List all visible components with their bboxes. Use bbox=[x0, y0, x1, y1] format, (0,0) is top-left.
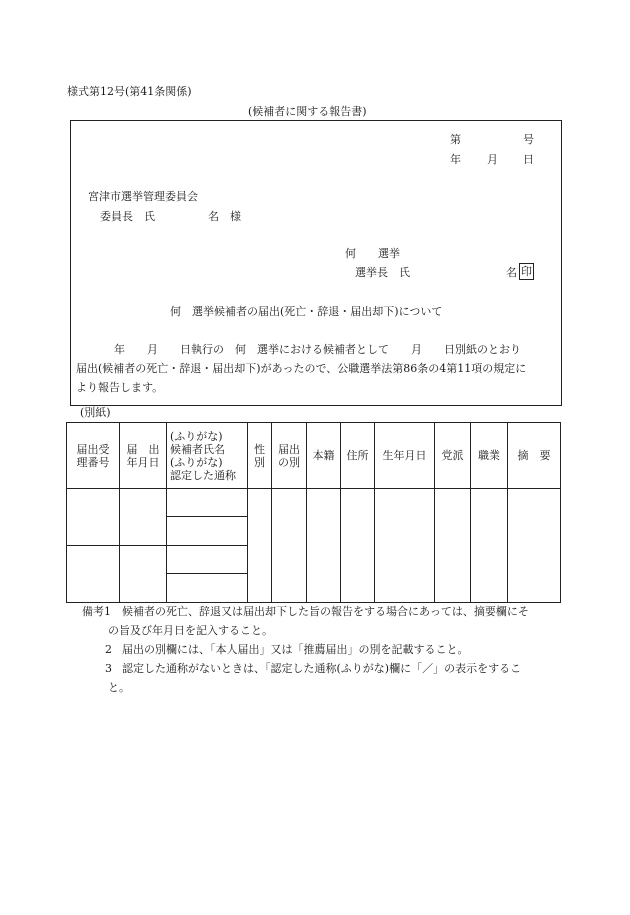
body-line-3: より報告します。 bbox=[76, 381, 164, 394]
col-birth-date: 生年月日 bbox=[375, 423, 435, 489]
date-month: 月 bbox=[487, 153, 498, 166]
date-year: 年 bbox=[450, 153, 461, 166]
doc-number-prefix: 第 bbox=[450, 133, 461, 146]
note-3-line-1: 認定した通称がないときは、「認定した通称(ふりがな)欄に「／」の表示をするこ bbox=[122, 662, 522, 675]
body-line-2: 届出(候補者の死亡・辞退・届出却下)があったので、公職選挙法第86条の4第11項の規定に bbox=[76, 362, 527, 375]
table-row bbox=[67, 489, 561, 517]
col-receipt-no: 届出受 理番号 bbox=[67, 423, 120, 489]
form-number: 様式第12号(第41条関係) bbox=[67, 85, 192, 98]
sender-title: 選挙長 氏 bbox=[355, 266, 410, 279]
cell-domicile bbox=[307, 489, 341, 603]
addressee-name-suffix: 名 様 bbox=[208, 210, 241, 223]
doc-number-suffix: 号 bbox=[523, 133, 534, 146]
col-address: 住所 bbox=[341, 423, 375, 489]
cell-filing-type bbox=[272, 489, 307, 603]
col-occupation: 職業 bbox=[471, 423, 508, 489]
body-line-1: 年 月 日執行の 何 選挙における候補者として 月 日別紙のとおり bbox=[114, 343, 521, 356]
attachment-label: (別紙) bbox=[80, 406, 111, 419]
note-1-line-1: 候補者の死亡、辞退又は届出却下した旨の報告をする場合にあっては、摘要欄にそ bbox=[122, 605, 529, 618]
cell-receipt-no bbox=[67, 489, 120, 546]
table-header-row bbox=[67, 423, 561, 489]
note-2: 届出の別欄には、「本人届出」又は「推薦届出」の別を記載すること。 bbox=[122, 643, 469, 656]
cell-filed-date bbox=[120, 546, 167, 603]
cell-address bbox=[341, 489, 375, 603]
election-label: 何 選挙 bbox=[345, 247, 400, 260]
note-1-line-2: の旨及び年月日を記入すること。 bbox=[108, 624, 273, 637]
addressee-org: 宮津市選挙管理委員会 bbox=[88, 190, 198, 203]
addressee-title: 委員長 氏 bbox=[100, 210, 155, 223]
cell-alias bbox=[167, 574, 248, 603]
cell-filed-date bbox=[120, 489, 167, 546]
cell-occupation bbox=[471, 489, 508, 603]
candidate-table bbox=[66, 422, 561, 603]
document-title: (候補者に関する報告書) bbox=[248, 105, 367, 118]
cell-receipt-no bbox=[67, 546, 120, 603]
cell-name-kana bbox=[167, 546, 248, 574]
cell-party bbox=[435, 489, 471, 603]
cell-remarks bbox=[508, 489, 561, 603]
cell-name-kana bbox=[167, 489, 248, 517]
cell-sex bbox=[248, 489, 272, 603]
col-party: 党派 bbox=[435, 423, 471, 489]
report-subject: 何 選挙候補者の届出(死亡・辞退・届出却下)について bbox=[170, 305, 443, 318]
col-domicile: 本籍 bbox=[307, 423, 341, 489]
note-2-number: 2 bbox=[105, 643, 112, 656]
seal-mark: 印 bbox=[521, 265, 532, 278]
col-filing-type: 届出 の別 bbox=[272, 423, 307, 489]
cell-birth-date bbox=[375, 489, 435, 603]
col-filed-date: 届 出 年月日 bbox=[120, 423, 167, 489]
col-candidate-name: (ふりがな) 候補者氏名 (ふりがな) 認定した通称 bbox=[167, 423, 248, 489]
notes-label: 備考1 bbox=[82, 605, 111, 618]
note-3-number: 3 bbox=[105, 662, 112, 675]
col-remarks: 摘 要 bbox=[508, 423, 561, 489]
date-day: 日 bbox=[523, 153, 534, 166]
sender-name: 名 bbox=[506, 266, 517, 279]
cell-alias bbox=[167, 517, 248, 546]
note-3-line-2: と。 bbox=[108, 681, 130, 694]
col-sex: 性 別 bbox=[248, 423, 272, 489]
